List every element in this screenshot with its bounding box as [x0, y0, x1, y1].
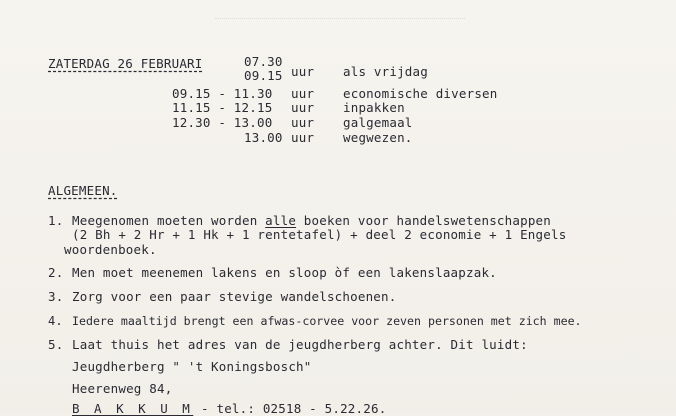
- schedule-row-unit: uur: [291, 86, 315, 101]
- schedule-row-unit: uur: [291, 100, 315, 115]
- schedule-row-activity: als vrijdag: [343, 64, 428, 79]
- list-item-number: 4.: [48, 314, 63, 328]
- list-item-text: Laat thuis het adres van de jeugdherberg achter. Dit luidt:: [72, 337, 528, 352]
- address-phone: - tel.: 02518 - 5.22.26.: [193, 401, 387, 416]
- schedule-row-time: 13.00: [244, 130, 283, 145]
- list-item-text: Iedere maaltijd brengt een afwas-corvee voor zeven personen met zich mee.: [72, 314, 582, 328]
- list-item-number: 2.: [48, 265, 64, 280]
- list-item-text: (2 Bh + 2 Hr + 1 Hk + 1 rentetafel) + deel 2 economie + 1 Engels: [72, 227, 567, 242]
- schedule-row-activity: inpakken: [343, 100, 405, 115]
- list-item-text: woordenboek.: [64, 242, 157, 257]
- schedule-row-activity: galgemaal: [343, 115, 413, 130]
- list-item-number: 3.: [48, 289, 64, 304]
- emphasized-word: alle: [265, 213, 297, 228]
- list-item-number: 1.: [48, 213, 64, 228]
- address-town: B A K K U M: [72, 401, 194, 416]
- schedule-row-unit: uur: [291, 115, 315, 130]
- list-item-text: Men moet meenemen lakens en sloop òf een lakenslaapzak.: [72, 265, 497, 280]
- schedule-day-heading: ZATERDAG 26 FEBRUARI: [48, 56, 203, 71]
- schedule-row-activity: wegwezen.: [343, 130, 413, 145]
- schedule-row-activity: economische diversen: [343, 86, 498, 101]
- schedule-row-time: 09.15 - 11.30: [172, 86, 273, 101]
- bleed-through-marks: [215, 8, 465, 19]
- list-item-number: 5.: [48, 337, 64, 352]
- schedule-row-time: 09.15: [244, 68, 283, 83]
- address-street: Heerenweg 84,: [72, 381, 173, 396]
- general-heading: ALGEMEEN.: [48, 183, 118, 198]
- schedule-row-time: 12.30 - 13.00: [172, 115, 273, 130]
- list-item-text: Meegenomen moeten worden alle boeken voor handelswetenschappen: [72, 213, 552, 228]
- schedule-row-unit: uur: [291, 130, 315, 145]
- schedule-row-unit: uur: [291, 64, 315, 79]
- list-item-text: Zorg voor een paar stevige wandelschoenen.: [72, 289, 397, 304]
- schedule-row-time: 07.30: [244, 54, 283, 69]
- schedule-row-time: 11.15 - 12.15: [172, 100, 273, 115]
- address-name: Jeugdherberg " 't Koningsbosch": [72, 359, 312, 374]
- address-town-line: [72, 402, 386, 416]
